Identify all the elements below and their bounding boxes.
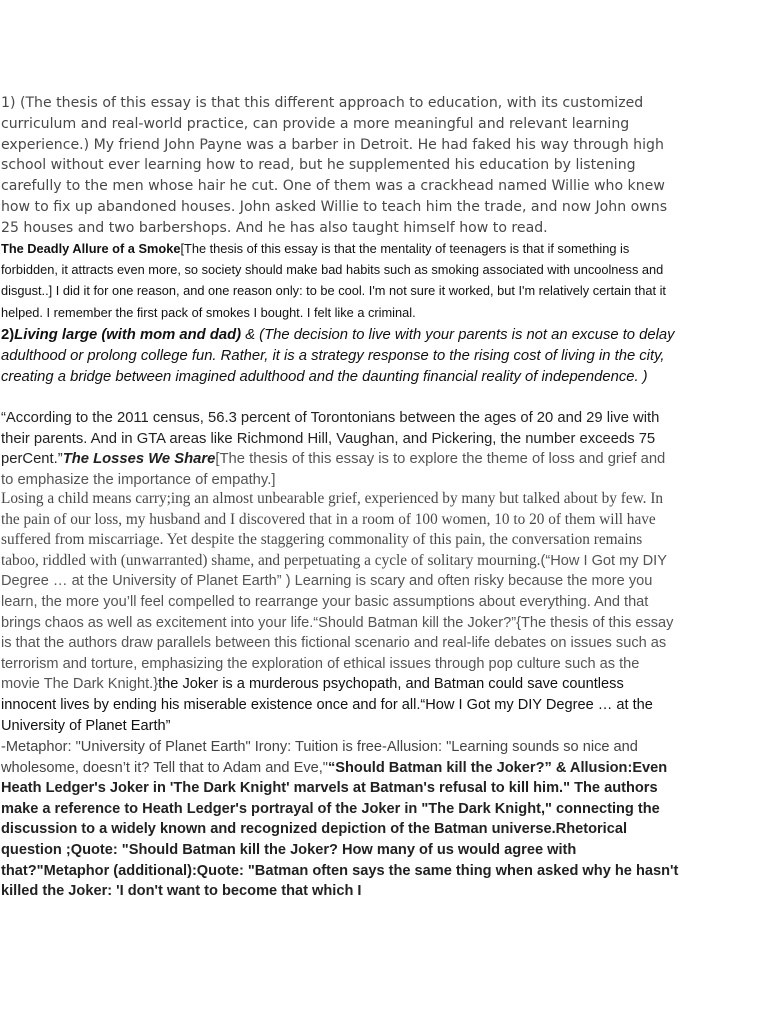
paragraph-education-thesis: 1) (The thesis of this essay is that this different approach to education, with its customized curriculum and real-world practice, can provide a more meaningful and relevant learning experience.) My friend John Payne was a barber in Detroit. He had faked his way through high school without ever learning how to read, but he supplemented his education by listening carefully to the men whose hair he cut. One of them was a crackhead named Willie who knew how to fix up abandoned houses. John asked Willie to teach him the trade, and now John owns 25 houses and two barbershops. And he has also taught himself how to read. — [1, 95, 668, 236]
living-large-body: & (The decision to live with your parents is not an excuse to delay adulthood or prolong college fun. Rather, it is a strategy response to the rising cost of living in the city, creating a bridge between imagined adulthood and the daunting financial reality of independence. ) — [1, 327, 675, 385]
losses-thesis: [The thesis of this essay is to explore the theme of loss and grief and to emphasize the importance of empathy.] — [1, 451, 666, 488]
paragraph-census-quote — [1, 408, 679, 490]
paragraph-grief-and-learning — [1, 489, 679, 736]
paragraph-living-large — [1, 325, 679, 387]
devices-plain: -Metaphor: "University of Planet Earth" Irony: Tuition is free-Allusion: "Learning sounds so nice and wholesome, doesn’t it? Tell that to Adam and Eve," — [1, 739, 638, 776]
essay-title-deadly-allure: The Deadly Allure of a Smoke — [1, 241, 181, 256]
list-number: 2) — [1, 327, 15, 343]
joker-passage: the Joker is a murderous psychopath, and Batman could save countless innocent lives by ending his miserable existence once and for all.“How I Got my DIY Degree … at the University of Planet Earth” — [1, 676, 653, 734]
essay-title-losses-we-share: The Losses We Share — [62, 451, 216, 468]
diy-degree-and-batman-thesis: (“How I Got my DIY Degree … at the University of Planet Earth” ) Learning is scary and often risky because the more you learn, the more you’ll feel compelled to rearrange your basic assumptions about everything. And that brings chaos as well as excitement into your life.“Should Batman kill the Joker?”{The thesis of this essay is that the authors draw parallels between this fictional scenario and real-life debates on issues such as terrorism and torture, emphasizing the exploration of ethical issues through pop culture such as the movie The Dark Knight.} — [1, 552, 674, 693]
devices-bold: “Should Batman kill the Joker?” & Allusion:Even Heath Ledger's Joker in 'The Dark Knight' marvels at Batman's refusal to kill him." The authors make a reference to Heath Ledger's portrayal of the Joker in "The Dark Knight," connecting the discussion to a widely known and recognized depiction of the Batman universe.Rhetorical question ;Quote: "Should Batman kill the Joker? How many of us would agree with that?"Metaphor (additional):Quote: "Batman often says the same thing when asked why he hasn't killed the Joker: 'I don't want to become that which I — [1, 759, 679, 900]
essay-title-living-large: Living large (with mom and dad) — [14, 327, 242, 343]
census-quote: “According to the 2011 census, 56.3 percent of Torontonians between the ages of 20 and 29 live with their parents. And in GTA areas like Richmond Hill, Vaughan, and Pickering, the number exceeds 75 perCent.” — [1, 410, 660, 468]
smoking-essay-body: [The thesis of this essay is that the mentality of teenagers is that if something is forbidden, it attracts even more, so society should make bad habits such as smoking associated with uncoolness and disgust..] I did it for one reason, and one reason only: to be cool. I'm not sure it worked, but I'm relatively certain that it helped. I remember the first pack of smokes I bought. I felt like a criminal. — [1, 241, 666, 320]
grief-passage: Losing a child means carry;ing an almost unbearable grief, experienced by many but talked about by few. In the pain of our loss, my husband and I discovered that in a room of 100 women, 10 to 20 of them will have suffered from miscarriage. Yet despite the staggering commonality of this pain, the conversation remains taboo, riddled with (unwarranted) shame, and perpetuating a cycle of solitary mourning. — [1, 490, 664, 569]
paragraph-smoking-essay — [1, 238, 679, 323]
paragraph-literary-devices — [1, 737, 679, 902]
